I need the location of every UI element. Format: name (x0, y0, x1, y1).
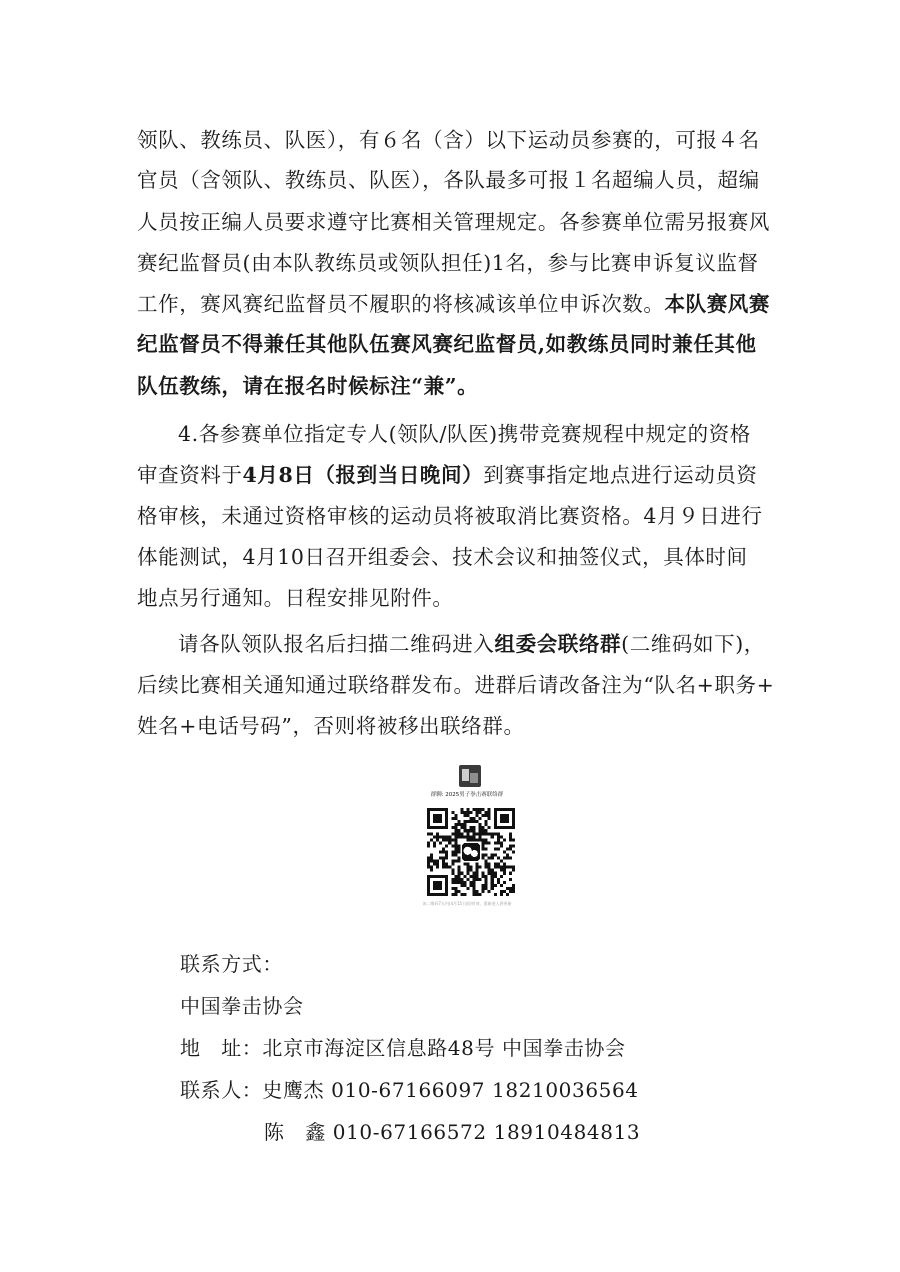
person-1: 史鹰杰 010-67166097 18210036564 (262, 1078, 639, 1102)
wechat-group-qr-card[interactable] (412, 760, 522, 915)
p3-line-2: 后续比赛相关通知通过联络群发布。进群后请改备注为“队名+职务+ (137, 673, 775, 697)
p2-line-4: 体能测试，4月10日召开组委会、技术会议和抽签仪式，具体时间 (137, 545, 748, 569)
address-value: 北京市海淀区信息路48号 中国拳击协会 (262, 1036, 626, 1060)
contact-heading: 联系方式： (180, 952, 283, 976)
p1-line-1: 领队、教练员、队医），有６名（含）以下运动员参赛的，可报４名 (137, 128, 760, 152)
contact-address-row (180, 1032, 626, 1061)
qr-group-name: 群聊: 2025男子拳击赛联络群 (430, 792, 504, 798)
p1-line-7: 队伍教练，请在报名时候标注“兼”。 (137, 374, 479, 398)
p1-line-2: 官员（含领队、教练员、队医），各队最多可报１名超编人员，超编 (137, 168, 760, 192)
p1-line-5 (137, 287, 770, 317)
p3-line-1-bold: 组委会联络群 (494, 632, 622, 656)
p3-line-1 (178, 627, 765, 657)
contact-org: 中国拳击协会 (180, 994, 304, 1018)
qr-code-icon[interactable] (427, 808, 515, 896)
p3-line-1-a: 请各队领队报名后扫描二维码进入 (178, 632, 495, 656)
p2-line-2-a: 审查资料于 (137, 463, 243, 487)
address-label: 地 址： (180, 1036, 263, 1060)
contact-person-row-1 (180, 1074, 639, 1103)
p3-line-1-c: (二维码如下)， (621, 632, 765, 656)
person-label: 联系人： (180, 1078, 263, 1102)
p2-line-3: 格审核，未通过资格审核的运动员将被取消比赛资格。4月９日进行 (137, 504, 763, 528)
p1-line-4: 赛纪监督员(由本队教练员或领队担任)1名，参与比赛申诉复议监督 (137, 251, 759, 275)
p3-line-3: 姓名+电话号码”，否则将被移出联络群。 (137, 714, 525, 738)
p2-line-1: 4.各参赛单位指定专人(领队/队医)携带竞赛规程中规定的资格 (178, 422, 751, 446)
qr-hint: 该二维码7天内(4月15日前)有效，重新进入将更新 (422, 901, 512, 906)
group-avatar (459, 765, 481, 787)
p2-line-2 (137, 458, 758, 488)
p2-line-5: 地点另行通知。日程安排见附件。 (137, 586, 454, 610)
p1-line-5-normal: 工作，赛风赛纪监督员不履职的将核减该单位申诉次数。 (137, 292, 665, 316)
p1-line-6: 纪监督员不得兼任其他队伍赛风赛纪监督员,如教练员同时兼任其他 (137, 332, 757, 356)
p2-line-2-c: 到赛事指定地点进行运动员资 (483, 463, 758, 487)
p2-line-2-bold: 4月8日（报到当日晚间） (242, 463, 484, 487)
contact-person-row-2: 陈 鑫 010-67166572 18910484813 (264, 1120, 641, 1144)
p1-line-5-bold: 本队赛风赛 (664, 292, 770, 316)
p1-line-3: 人员按正编人员要求遵守比赛相关管理规定。各参赛单位需另报赛风 (137, 210, 770, 234)
